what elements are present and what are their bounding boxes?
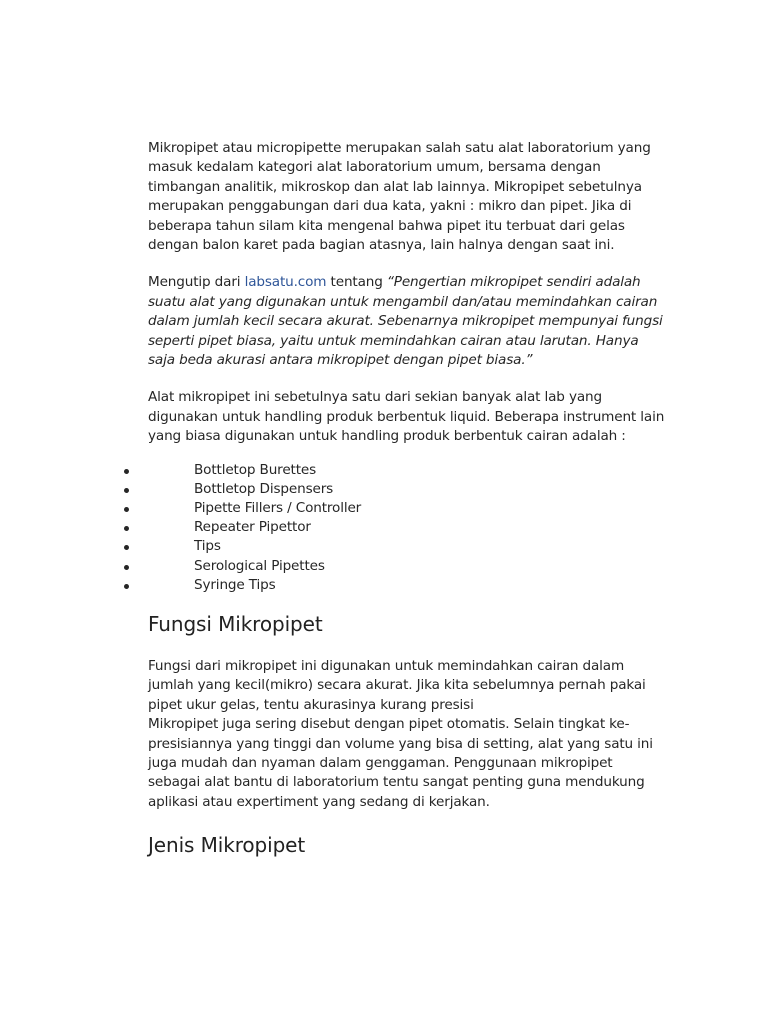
list-item-label: Repeater Pipettor bbox=[194, 519, 311, 536]
instruments-intro: Alat mikropipet ini sebetulnya satu dari sekian banyak alat lab yang digunakan untuk handling produk berbentuk liquid. Beberapa instrument lain yang biasa digunakan untuk handling produk berbentuk cairan adalah : bbox=[148, 389, 665, 445]
intro-paragraph: Mikropipet atau micropipette merupakan salah satu alat laboratorium yang masuk kedalam kategori alat laboratorium umum, bersama dengan timbangan analitik, mikroskop dan alat lab lainnya. Mikropipet sebetulnya merupakan penggabungan dari dua kata, yakni : mikro dan pipet. Jika di beberapa tahun silam kita mengenal bahwa pipet itu terbuat dari gelas dengan balon karet pada bagian atasnya, lain halnya dengan saat ini. bbox=[148, 140, 651, 254]
bullet-icon bbox=[124, 526, 129, 531]
quote-paragraph bbox=[148, 273, 668, 370]
bullet-icon bbox=[124, 469, 129, 474]
list-item-label: Syringe Tips bbox=[194, 576, 276, 593]
list-item bbox=[124, 537, 644, 556]
quote-text: “Pengertian mikropipet sendiri adalah suatu alat yang digunakan untuk mengambil dan/atau memindahkan cairan dalam jumlah kecil secara akurat. Sebenarnya mikropipet mempunyai fungsi seperti pipet biasa, yaitu untuk memindahkan cairan atau larutan. Hanya saja beda akurasi antara mikropipet dengan pipet biasa.” bbox=[148, 274, 663, 369]
fungsi-paragraph-1: Fungsi dari mikropipet ini digunakan untuk memindahkan cairan dalam jumlah yang kecil(mikro) secara akurat. Jika kita sebelumnya pernah pakai pipet ukur gelas, tentu akurasinya kurang presisi bbox=[148, 658, 646, 713]
list-item-label: Serological Pipettes bbox=[194, 557, 325, 574]
list-item-label: Pipette Fillers / Controller bbox=[194, 500, 362, 517]
list-item bbox=[124, 576, 644, 595]
fungsi-paragraph-2: Mikropipet juga sering disebut dengan pipet otomatis. Selain tingkat ke-presisiannya yang tinggi dan volume yang bisa di setting, alat yang satu ini juga mudah dan nyaman dalam genggaman. Penggunaan mikropipet sebagai alat bantu di laboratorium tentu sangat penting guna mendukung aplikasi atau expertiment yang sedang di kerjakan. bbox=[148, 716, 653, 810]
bullet-icon bbox=[124, 584, 129, 589]
document-page bbox=[148, 139, 668, 858]
bullet-icon bbox=[124, 545, 129, 550]
bullet-icon bbox=[124, 565, 129, 570]
list-item bbox=[124, 461, 644, 480]
fungsi-heading: Fungsi Mikropipet bbox=[148, 612, 323, 636]
quote-mid: tentang bbox=[326, 274, 387, 291]
bullet-icon bbox=[124, 507, 129, 512]
jenis-heading: Jenis Mikropipet bbox=[148, 833, 306, 858]
list-item bbox=[124, 557, 644, 576]
labsatu-link[interactable]: labsatu.com bbox=[244, 274, 327, 291]
bullet-icon bbox=[124, 488, 129, 493]
instrument-list bbox=[124, 461, 644, 595]
list-item bbox=[124, 518, 644, 537]
list-item bbox=[124, 480, 644, 499]
list-item bbox=[124, 499, 644, 518]
list-item-label: Tips bbox=[194, 538, 221, 555]
quote-prefix: Mengutip dari bbox=[148, 274, 245, 291]
list-item-label: Bottletop Burettes bbox=[194, 461, 317, 478]
list-item-label: Bottletop Dispensers bbox=[194, 480, 334, 497]
